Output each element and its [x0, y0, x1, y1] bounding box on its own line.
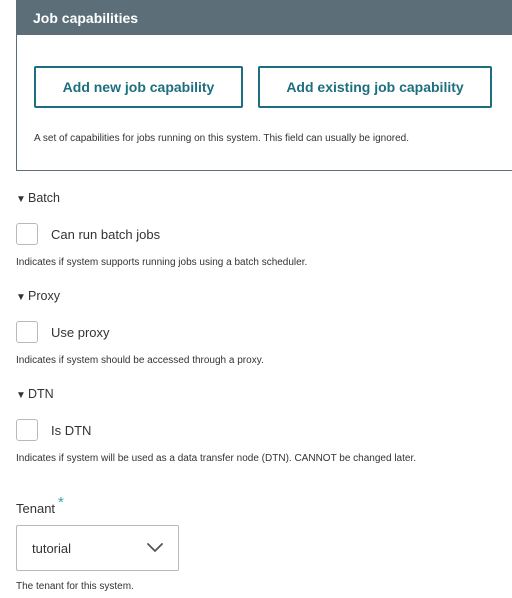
triangle-down-icon: ▼: [16, 390, 26, 401]
tenant-select-value: tutorial: [32, 541, 72, 556]
batch-section-label: Batch: [28, 191, 60, 205]
proxy-checkbox-label[interactable]: Use proxy: [51, 325, 110, 340]
batch-checkbox-label[interactable]: Can run batch jobs: [51, 227, 161, 242]
job-capabilities-help: A set of capabilities for jobs running on this system. This field can usually be ignored.: [34, 133, 410, 144]
proxy-section-toggle[interactable]: [16, 289, 60, 303]
proxy-section-label: Proxy: [28, 289, 60, 303]
dtn-checkbox[interactable]: [16, 419, 38, 441]
proxy-checkbox[interactable]: [16, 321, 38, 343]
proxy-help: Indicates if system should be accessed through a proxy.: [16, 355, 264, 366]
dtn-section-toggle[interactable]: [16, 387, 54, 401]
triangle-down-icon: ▼: [16, 292, 26, 303]
tenant-label: [16, 494, 64, 517]
required-asterisk: *: [58, 494, 64, 511]
add-existing-job-capability-button[interactable]: Add existing job capability: [258, 66, 492, 108]
tenant-help: The tenant for this system.: [16, 581, 134, 592]
job-capabilities-title: Job capabilities: [16, 0, 512, 35]
dtn-checkbox-label[interactable]: Is DTN: [51, 423, 92, 438]
chevron-down-icon: [145, 541, 165, 555]
batch-section-toggle[interactable]: [16, 191, 60, 205]
dtn-section-label: DTN: [28, 387, 54, 401]
job-capabilities-panel: [16, 0, 512, 171]
dtn-help: Indicates if system will be used as a data transfer node (DTN). CANNOT be changed later.: [16, 453, 416, 464]
tenant-label-text: Tenant: [16, 501, 56, 516]
triangle-down-icon: ▼: [16, 194, 26, 205]
add-new-job-capability-button[interactable]: Add new job capability: [34, 66, 243, 108]
batch-checkbox[interactable]: [16, 223, 38, 245]
tenant-select[interactable]: [16, 525, 179, 571]
batch-help: Indicates if system supports running jobs using a batch scheduler.: [16, 257, 308, 268]
